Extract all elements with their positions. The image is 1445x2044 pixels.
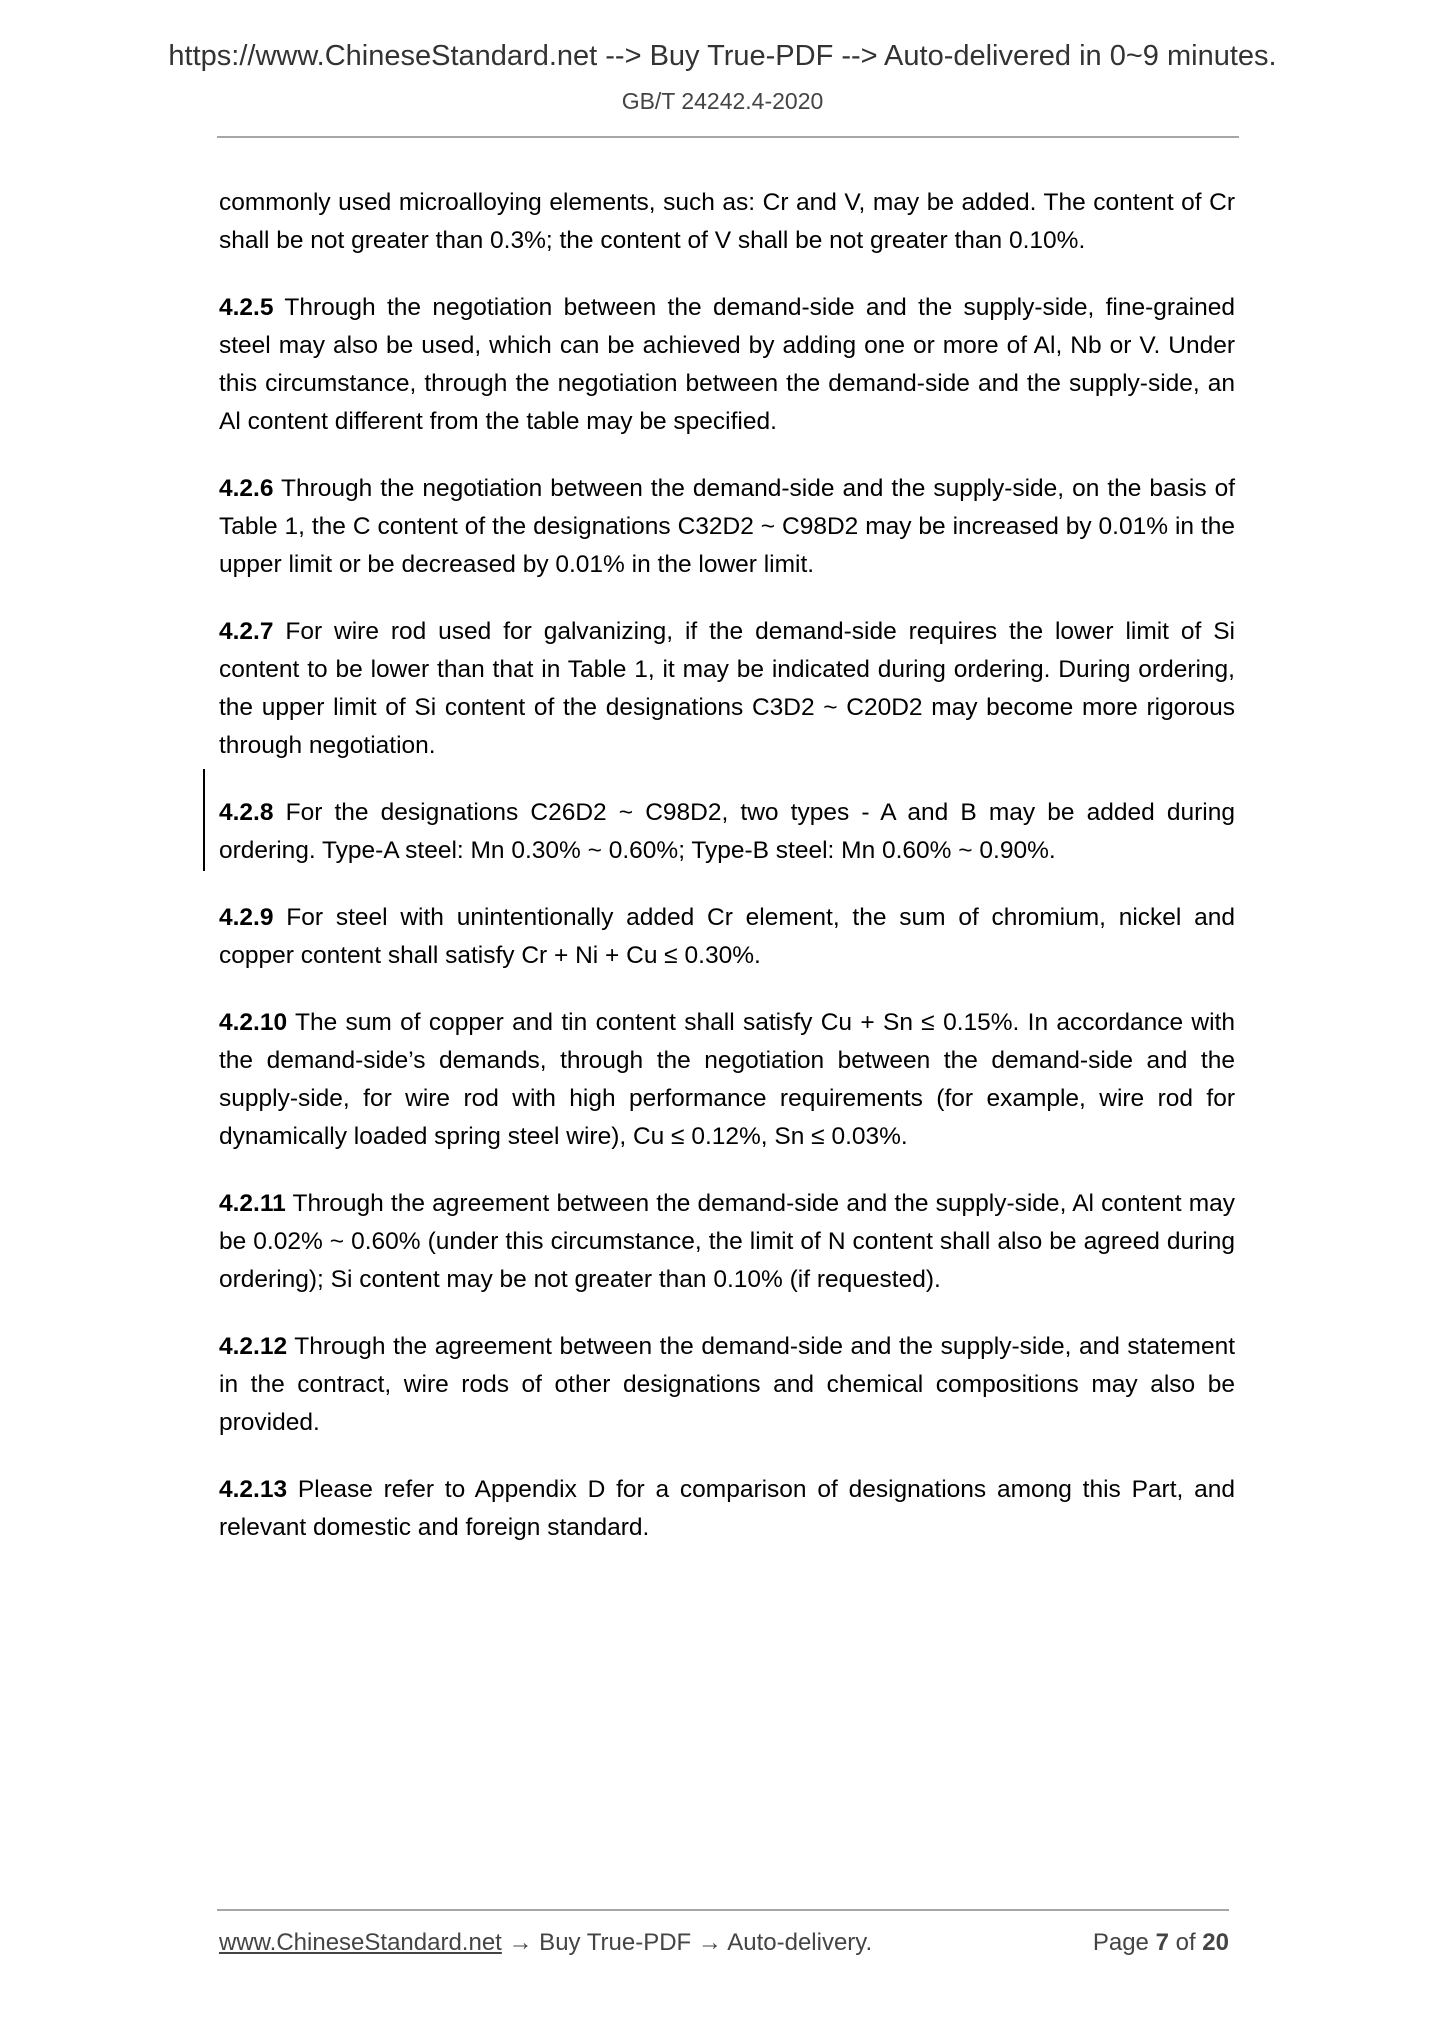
clause-4-2-6: 4.2.6 Through the negotiation between the demand-side and the supply-side, on the basis of Table 1, the C content of the designations C32D2 ~ C98D2 may be increased by 0.01% in the upper limit or be decreased by 0.01% in the lower limit.	[219, 475, 1235, 578]
paragraph-continuation: commonly used microalloying elements, such as: Cr and V, may be added. The content of Cr shall be not greater than 0.3%; the content of V shall be not greater than 0.10%.	[219, 189, 1235, 254]
clause-4-2-9: 4.2.9 For steel with unintentionally added Cr element, the sum of chromium, nickel and copper content shall satisfy Cr + Ni + Cu ≤ 0.30%.	[219, 904, 1235, 969]
change-bar	[203, 769, 205, 871]
footer-tagline: → Buy True-PDF → Auto-delivery.	[501, 1929, 873, 1956]
clause-number: 4.2.8	[219, 799, 274, 826]
clause-number: 4.2.13	[219, 1476, 288, 1503]
clause-4-2-12: 4.2.12 Through the agreement between the demand-side and the supply-side, and statement in the contract, wire rods of other designations and chemical compositions may also be provided.	[219, 1333, 1235, 1436]
clause-number: 4.2.10	[219, 1009, 288, 1036]
clause-4-2-5: 4.2.5 Through the negotiation between the demand-side and the supply-side, fine-grained steel may also be used, which can be achieved by adding one or more of Al, Nb or V. Under this circumstance, through the negotiation between the demand-side and the supply-side, an Al content different from the table may be specified.	[219, 294, 1235, 435]
footer-site-link[interactable]: www.ChineseStandard.net	[219, 1929, 502, 1956]
header-divider	[217, 136, 1239, 138]
clause-4-2-13: 4.2.13 Please refer to Appendix D for a comparison of designations among this Part, and relevant domestic and foreign standard.	[219, 1476, 1235, 1541]
clause-number: 4.2.5	[219, 294, 274, 321]
standard-number: GB/T 24242.4-2020	[621, 88, 824, 114]
page-indicator: Page 7 of 20	[1092, 1929, 1229, 1956]
document-body	[219, 184, 1235, 1576]
clause-number: 4.2.11	[219, 1190, 286, 1217]
current-page: 7	[1155, 1929, 1169, 1956]
clause-number: 4.2.9	[219, 904, 274, 931]
clause-4-2-11: 4.2.11 Through the agreement between the demand-side and the supply-side, Al content may be 0.02% ~ 0.60% (under this circumstance, the limit of N content shall also be agreed during ordering); Si content may be not greater than 0.10% (if requested).	[219, 1190, 1235, 1293]
clause-4-2-10: 4.2.10 The sum of copper and tin content shall satisfy Cu + Sn ≤ 0.15%. In accordance with the demand-side’s demands, through the negotiation between the demand-side and the supply-side, for wire rod with high performance requirements (for example, wire rod for dynamically loaded spring steel wire), Cu ≤ 0.12%, Sn ≤ 0.03%.	[219, 1009, 1235, 1150]
clause-4-2-7: 4.2.7 For wire rod used for galvanizing, if the demand-side requires the lower limit of Si content to be lower than that in Table 1, it may be indicated during ordering. During ordering, the upper limit of Si content of the designations C3D2 ~ C20D2 may become more rigorous through negotiation.	[219, 618, 1235, 759]
clause-number: 4.2.7	[219, 618, 274, 645]
footer	[219, 1929, 1229, 1957]
clause-4-2-8: 4.2.8 For the designations C26D2 ~ C98D2, two types - A and B may be added during ordering. Type-A steel: Mn 0.30% ~ 0.60%; Type-B steel: Mn 0.60% ~ 0.90%.	[219, 799, 1235, 864]
footer-divider	[217, 1909, 1229, 1911]
total-pages: 20	[1202, 1929, 1229, 1956]
clause-number: 4.2.6	[219, 475, 274, 502]
clause-number: 4.2.12	[219, 1333, 288, 1360]
header-banner: https://www.ChineseStandard.net --> Buy True-PDF --> Auto-delivered in 0~9 minutes.	[168, 40, 1277, 72]
